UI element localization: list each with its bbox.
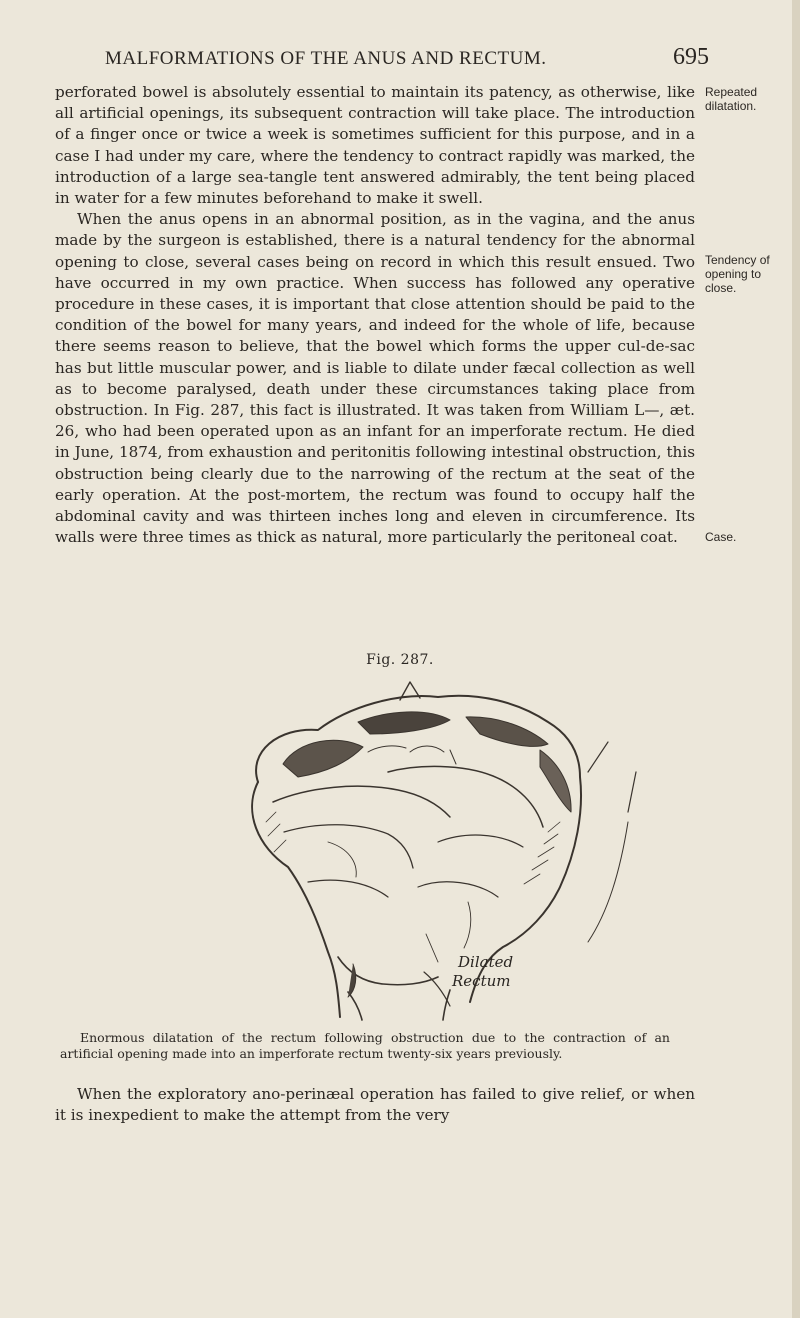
running-head: MALFORMATIONS OF THE ANUS AND RECTUM. bbox=[105, 48, 547, 69]
paragraph: When the anus opens in an abnormal position, as in the vagina, and the anus made by the surgeon is established, there is a natural tendency for the abnormal opening to close, several cases being on record in which this result ensued. Two have occurred in my own practice. When success has followed any operative procedure in these cases, it is important that close attention should be paid to the condition of the bowel for many years, and indeed for the whole of life, because there seems reason to believe, that the bowel which forms the upper cul-de-sac has but little muscular power, and is liable to dilate under fæcal collection as well as to become paralysed, death under these circumstances taking place from obstruction. In Fig. 287, this fact is illustrated. It was taken from William L—, æt. 26, who had been operated upon as an infant for an imperforate rectum. He died in June, 1874, from exhaustion and peritonitis following intestinal obstruction, this obstruction being clearly due to the narrowing of the rectum at the seat of the early operation. At the post-mortem, the rectum was found to occupy half the abdominal cavity and was thirteen inches long and eleven in circumference. Its walls were three times as thick as natural, more particularly the peritoneal coat. bbox=[55, 210, 695, 547]
margin-note-line: dilatation. bbox=[705, 99, 757, 113]
page-header bbox=[105, 44, 709, 74]
margin-note-line: close. bbox=[705, 281, 737, 295]
handwritten-label-dilated: Dilated bbox=[458, 953, 514, 971]
margin-note-tendency bbox=[705, 253, 800, 295]
margin-note-case bbox=[705, 530, 800, 544]
page-edge bbox=[792, 0, 800, 1318]
margin-note-repeated-dilatation bbox=[705, 85, 800, 113]
paragraph: When the exploratory ano-perinæal operation has failed to give relief, or when it is inexpedient to make the attempt from the very bbox=[55, 1085, 695, 1125]
figure-label: Fig. 287. bbox=[366, 652, 434, 668]
paragraph: perforated bowel is absolutely essential to maintain its patency, as otherwise, like all artificial openings, its subsequent contraction will take place. The introduction of a finger once or twice a week is sometimes sufficient for this purpose, and in a case I had under my care, where the tendency to contract rapidly was marked, the introduction of a large sea-tangle tent answered admirably, the tent being placed in water for a few minutes beforehand to make it swell. bbox=[55, 83, 695, 208]
figure-caption: Enormous dilatation of the rectum following obstruction due to the contraction of an artificial opening made into an imperforate rectum twenty-six years previously. bbox=[60, 1030, 670, 1061]
body-text bbox=[55, 82, 695, 548]
margin-note-line: Case. bbox=[705, 530, 737, 544]
margin-note-line: Tendency of bbox=[705, 253, 770, 267]
margin-note-line: opening to bbox=[705, 267, 762, 281]
handwritten-label-rectum: Rectum bbox=[452, 972, 511, 990]
dilated-rectum-drawing bbox=[188, 672, 748, 1022]
margin-note-line: Repeated bbox=[705, 85, 758, 99]
page-number: 695 bbox=[673, 44, 709, 70]
figure-illustration bbox=[188, 672, 748, 1022]
